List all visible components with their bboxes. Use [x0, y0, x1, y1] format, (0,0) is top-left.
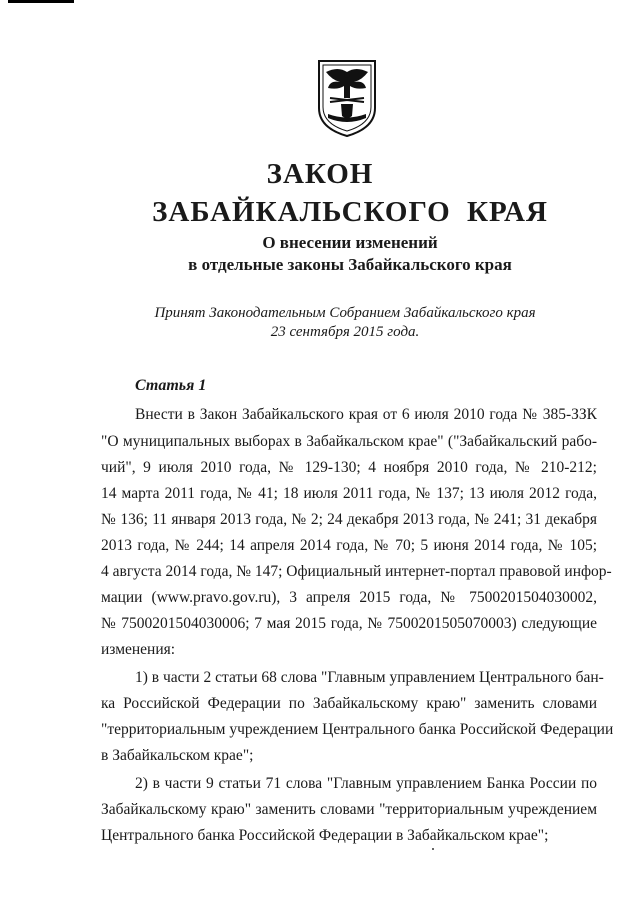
list-item-1-line: "территориальным учреждением Центрального банка Российской Федерации [101, 721, 614, 738]
article-heading: Статья 1 [135, 377, 207, 394]
body-line: изменения: [101, 641, 176, 658]
body-line: мации (www.pravo.gov.ru), 3 апреля 2015 года, № 7500201504030002, [101, 589, 597, 606]
body-line: 4 августа 2014 года, № 147; Официальный интернет-портал правовой инфор- [101, 563, 612, 580]
body-line: 14 марта 2011 года, № 41; 18 июля 2011 года, № 137; 13 июля 2012 года, [101, 485, 597, 502]
list-item-2-line: Центрального банка Российской Федерации в Забайкальском крае"; [101, 827, 549, 844]
adopted-note-line1: Принят Законодательным Собранием Забайкальского края [154, 305, 536, 321]
list-item-2-line: Забайкальскому краю" заменить словами "территориальным учреждением [101, 801, 597, 818]
list-item-2-line: 2) в части 9 статьи 71 слова "Главным управлением Банка России по [135, 775, 597, 792]
law-title: ЗАКОН [266, 158, 374, 190]
body-line: Внести в Закон Забайкальского края от 6 июля 2010 года № 385-ЗЗК [135, 406, 597, 423]
body-line: 2013 года, № 244; 14 апреля 2014 года, № 70; 5 июня 2014 года, № 105; [101, 537, 597, 554]
scan-speck [432, 848, 434, 850]
list-item-1-line: ка Российской Федерации по Забайкальскому краю" заменить словами [101, 695, 597, 712]
adopted-note-date: 23 сентября 2015 года. [270, 324, 420, 340]
body-line: № 7500201504030006; 7 мая 2015 года, № 7500201505070003) следующие [101, 615, 597, 632]
list-item-1-line: 1) в части 2 статьи 68 слова "Главным управлением Центрального бан- [135, 669, 604, 686]
body-line: № 136; 11 января 2013 года, № 2; 24 декабря 2013 года, № 241; 31 декабря [101, 511, 597, 528]
top-scan-line [8, 0, 74, 3]
list-item-1-line: в Забайкальском крае"; [101, 747, 254, 764]
body-line: "О муниципальных выборах в Забайкальском крае" ("Забайкальский рабо- [101, 433, 597, 450]
coat-of-arms-icon [316, 58, 378, 138]
body-line: чий", 9 июля 2010 года, № 129-130; 4 ноября 2010 года, № 210-212; [101, 459, 597, 476]
law-subtitle-line2: в отдельные законы Забайкальского края [188, 255, 512, 274]
law-region: ЗАБАЙКАЛЬСКОГО КРАЯ [152, 196, 548, 228]
law-subtitle-line1: О внесении изменений [262, 233, 438, 252]
